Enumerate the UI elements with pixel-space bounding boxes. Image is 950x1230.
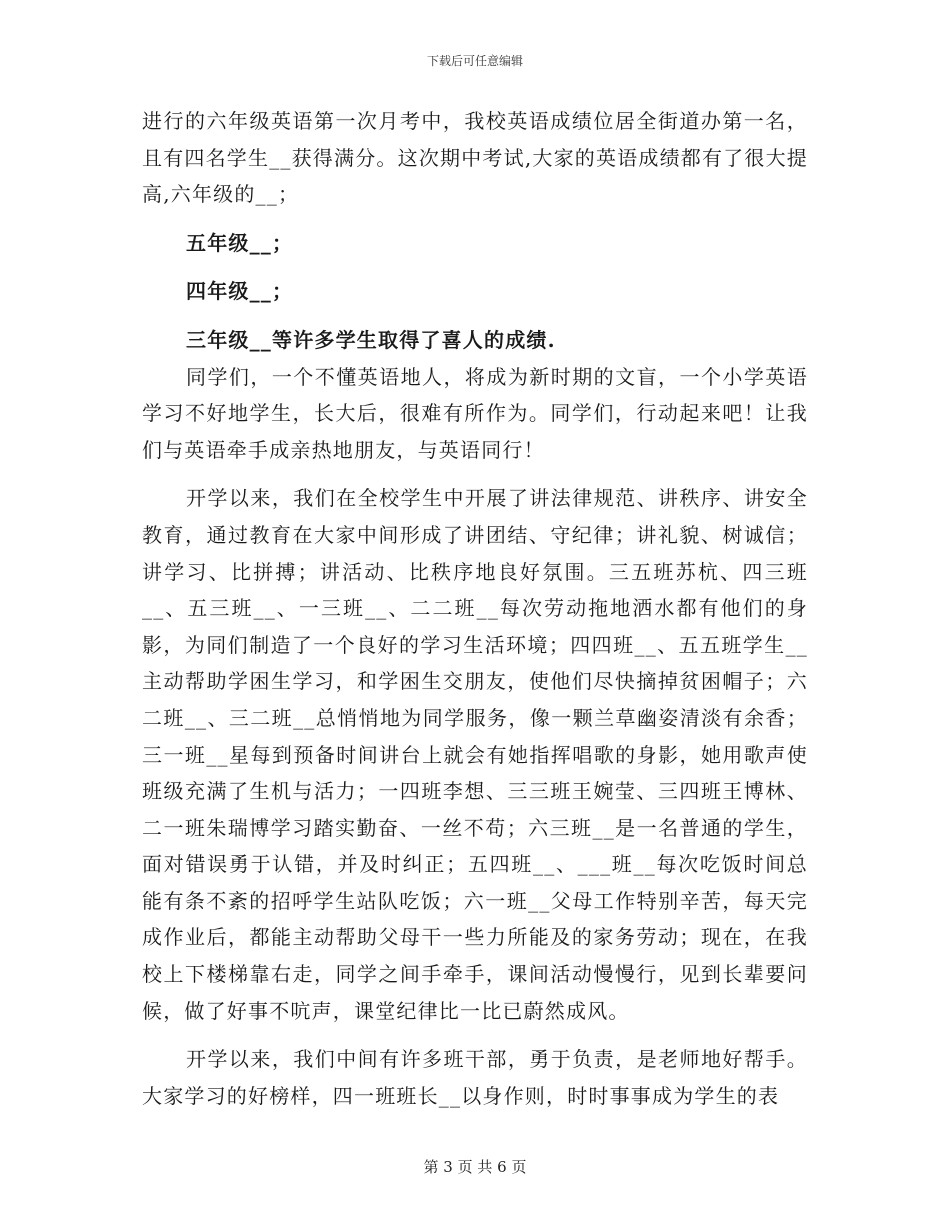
page-footer: 第 3 页 共 6 页	[423, 1158, 527, 1176]
paragraph-grade-four: 四年级__；	[186, 279, 294, 304]
page-header: 下载后可任意编辑	[426, 54, 523, 68]
paragraph-grade-three: 三年级__等许多学生取得了喜人的成绩.	[186, 327, 556, 352]
paragraph-grade-five: 五年级__；	[186, 230, 294, 255]
paragraph-exam-results: 进行的六年级英语第一次月考中，我校英语成绩位居全街道办第一名，且有四名学生__获得满分。这次期中考试,大家的英语成绩都有了很大提高,六年级的__；	[142, 109, 808, 207]
document-body	[142, 103, 808, 1114]
paragraph-class-leaders: 开学以来，我们中间有许多班干部，勇于负责，是老师地好帮手。大家学习的好榜样，四一班班长__以身作则，时时事事成为学生的表	[142, 1047, 808, 1108]
paragraph-call-to-action: 同学们，一个不懂英语地人，将成为新时期的文盲，一个小学英语学习不好地学生，长大后，很难有所作为。同学们，行动起来吧！让我们与英语牵手成亲热地朋友，与英语同行！	[142, 364, 808, 462]
paragraph-discipline: 开学以来，我们在全校学生中开展了讲法律规范、讲秩序、讲安全教育，通过教育在大家中间形成了讲团结、守纪律；讲礼貌、树诚信；讲学习、比拼搏；讲活动、比秩序地良好氛围。三五班苏杭、四三班__、五三班__、一三班__、二二班__每次劳动拖地洒水都有他们的身影，为同们制造了一个良好的学习生活环境；四四班__、五五班学生__主动帮助学困生学习，和学困生交朋友，使他们尽快摘掉贫困帽子；六二班__、三二班__总悄悄地为同学服务，像一颗兰草幽姿清淡有余香；三一班__星每到预备时间讲台上就会有她指挥唱歌的身影，她用歌声使班级充满了生机与活力；一四班李想、三三班王婉莹、三四班王博林、二一班朱瑞博学习踏实勤奋、一丝不苟；六三班__是一名普通的学生，面对错误勇于认错，并及时纠正；五四班__、___班__每次吃饭时间总能有条不紊的招呼学生站队吃饭；六一班__父母工作特别辛苦，每天完成作业后，都能主动帮助父母干一些力所能及的家务劳动；现在，在我校上下楼梯靠右走，同学之间手牵手，课间活动慢慢行，见到长辈要问候，做了好事不吭声，课堂纪律比一比已蔚然成风。	[142, 486, 808, 1023]
